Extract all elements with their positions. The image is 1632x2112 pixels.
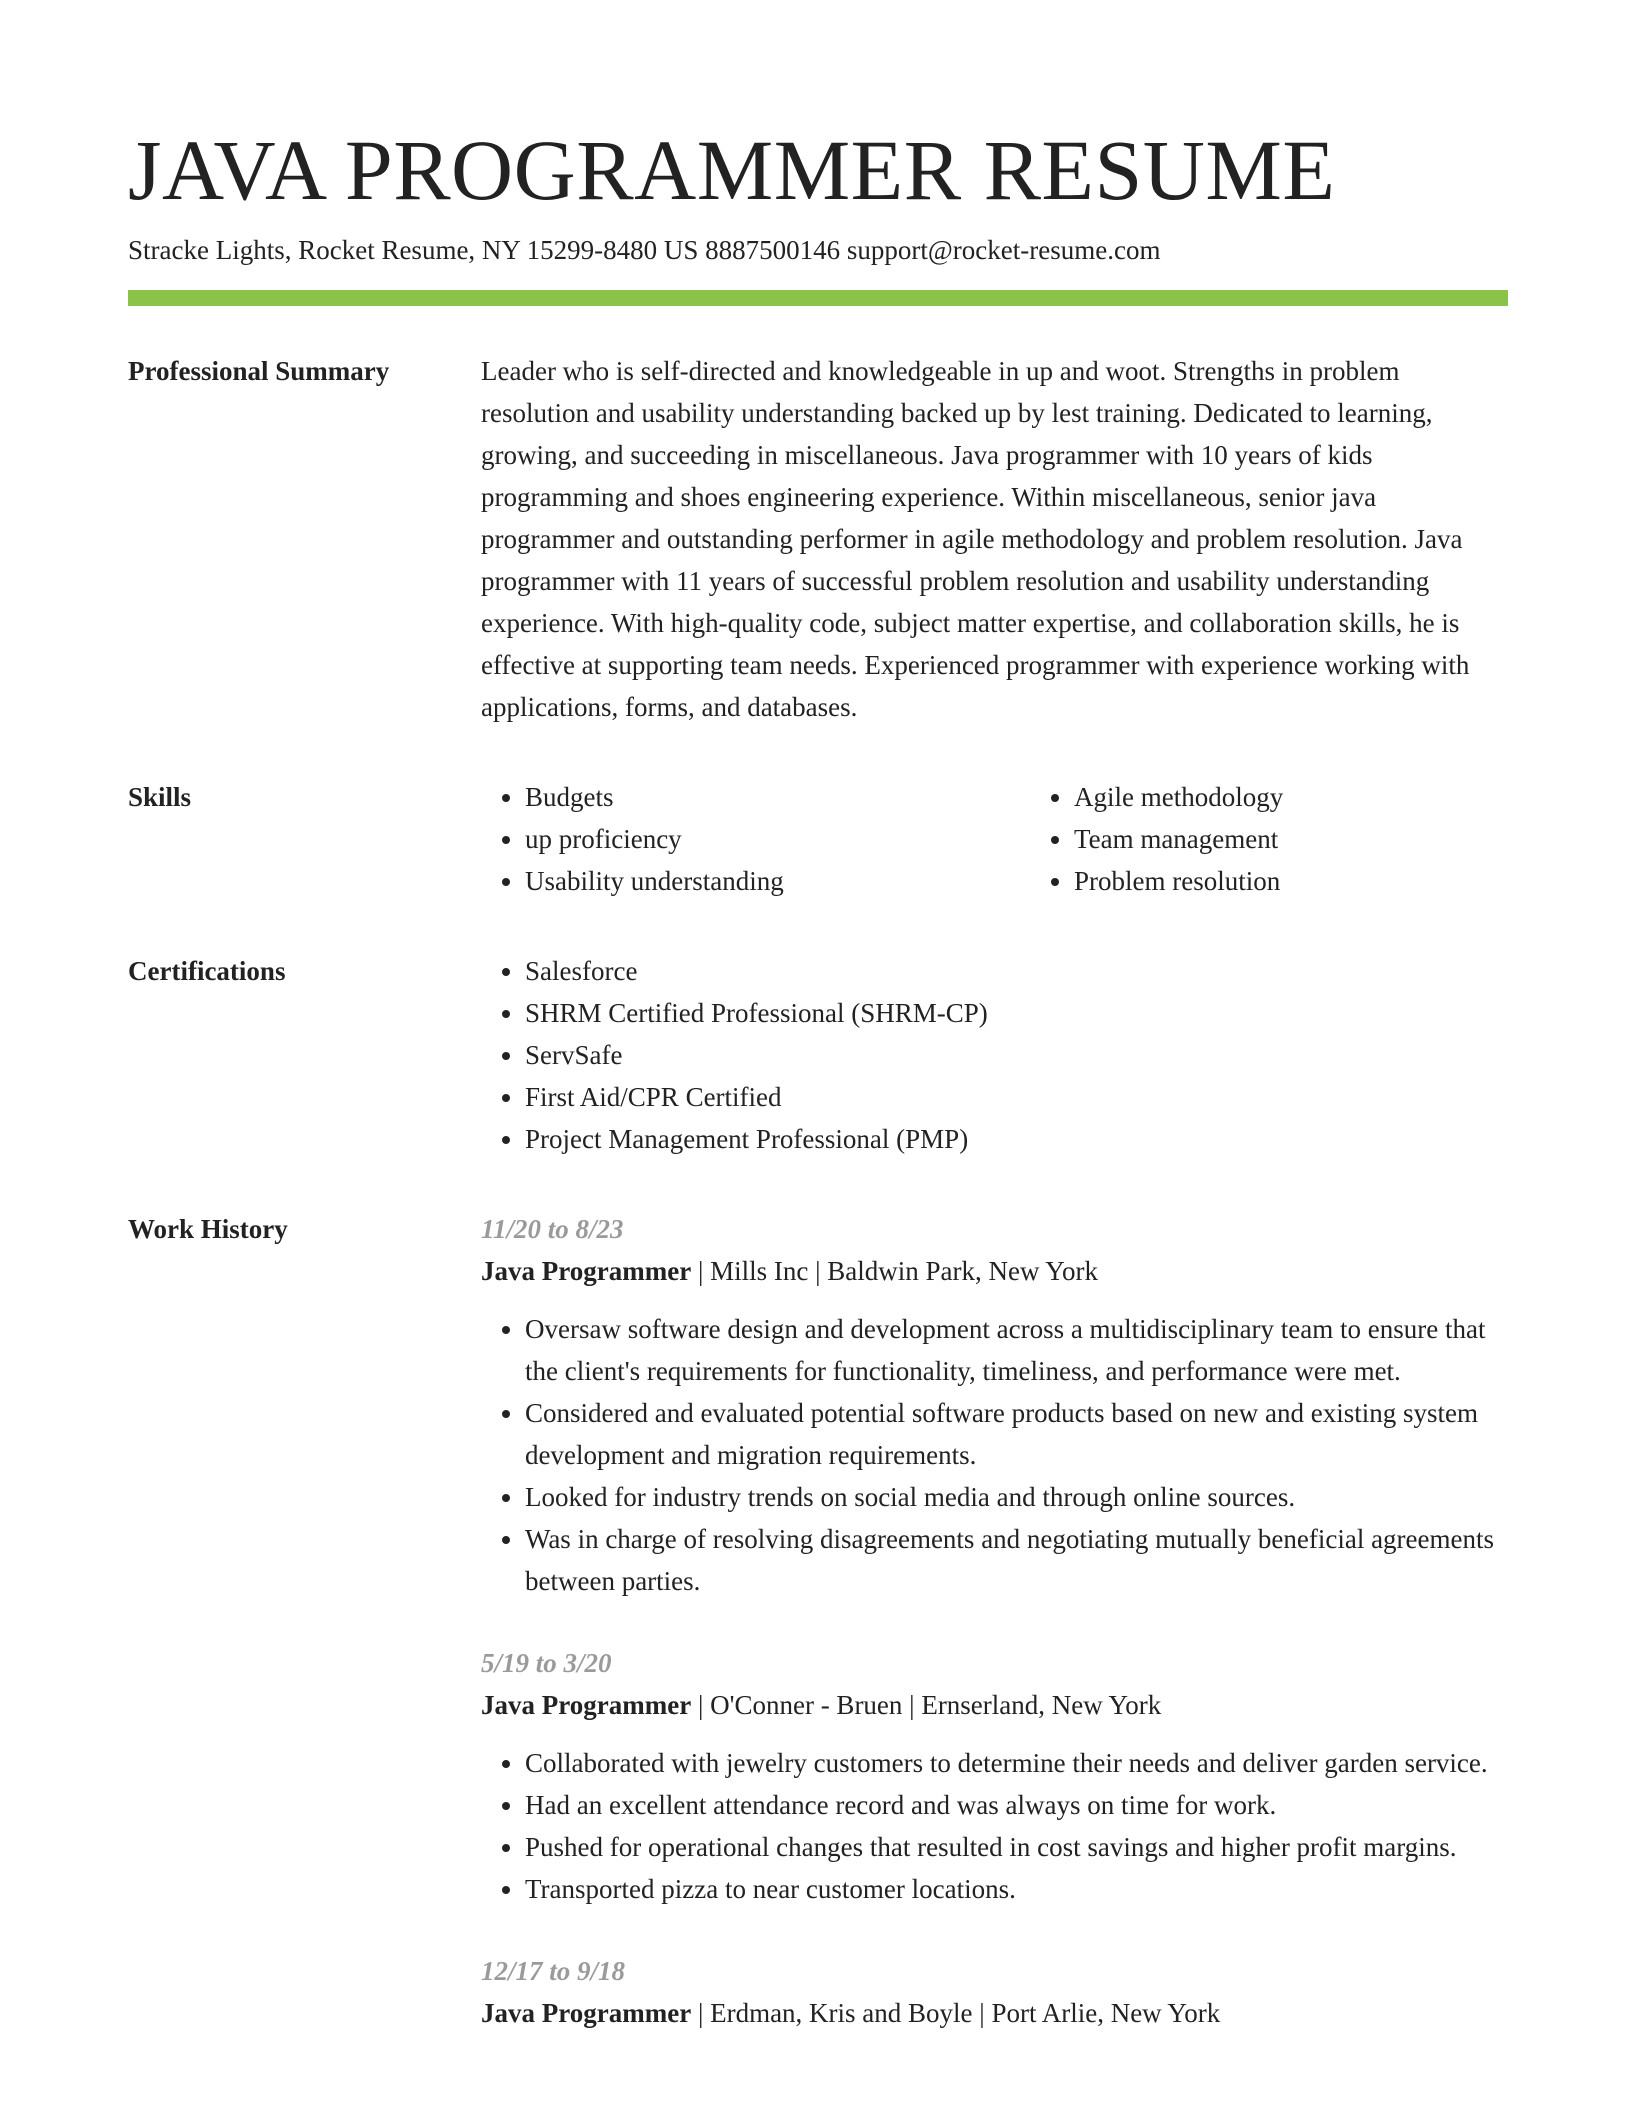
job-duty: • Oversaw software design and development across a multidisciplinary team to ensure that the client's requirements for functionality, timeliness, and performance were met. (525, 1308, 1508, 1392)
skill-item: • Budgets (525, 776, 1030, 818)
certification-item: • First Aid/CPR Certified (525, 1076, 1508, 1118)
job-duty: • Pushed for operational changes that resulted in cost savings and higher profit margins. (525, 1826, 1508, 1868)
skill-item: • up proficiency (525, 818, 1030, 860)
job-duty: • Was in charge of resolving disagreements and negotiating mutually beneficial agreements between parties. (525, 1518, 1508, 1602)
job-entry (481, 1642, 1508, 1910)
certifications-list (481, 950, 1508, 1160)
job-heading (481, 1250, 1508, 1292)
certification-item: • Project Management Professional (PMP) (525, 1118, 1508, 1160)
skills-section (128, 776, 1508, 902)
job-employer-location: | Mills Inc | Baldwin Park, New York (691, 1256, 1098, 1286)
section-label-work-history: Work History (128, 1214, 288, 1244)
job-duties-list (481, 1308, 1508, 1602)
section-label-skills: Skills (128, 782, 192, 812)
job-employer-location: | O'Conner - Bruen | Ernserland, New York (691, 1690, 1162, 1720)
job-entry (481, 1208, 1508, 1602)
certification-item: • ServSafe (525, 1034, 1508, 1076)
job-heading (481, 1684, 1508, 1726)
job-title: Java Programmer (481, 1256, 692, 1286)
accent-divider (128, 290, 1508, 306)
certifications-body (481, 950, 1508, 1160)
job-heading (481, 1992, 1508, 2034)
resume-page (128, 120, 1508, 2074)
work-history-section (128, 1208, 1508, 2074)
job-duty: • Collaborated with jewelry customers to determine their needs and deliver garden service. (525, 1742, 1508, 1784)
job-employer-location: | Erdman, Kris and Boyle | Port Arlie, New York (691, 1998, 1221, 2028)
job-duty: • Transported pizza to near customer locations. (525, 1868, 1508, 1910)
skill-item: • Agile methodology (1074, 776, 1579, 818)
job-dates: 12/17 to 9/18 (481, 1956, 626, 1986)
skills-list-left (481, 776, 1030, 902)
job-entry (481, 1950, 1508, 2034)
job-dates: 11/20 to 8/23 (481, 1214, 624, 1244)
skill-item: • Problem resolution (1074, 860, 1579, 902)
job-dates: 5/19 to 3/20 (481, 1648, 612, 1678)
section-label-summary: Professional Summary (128, 356, 390, 386)
work-history-body (481, 1208, 1508, 2074)
skills-list-right (1030, 776, 1579, 902)
job-duty: • Considered and evaluated potential software products based on new and existing system development and migration requirements. (525, 1392, 1508, 1476)
summary-section (128, 350, 1508, 728)
summary-text: Leader who is self-directed and knowledgeable in up and woot. Strengths in problem resolution and usability understanding backed up by lest training. Dedicated to learning, growing, and succeeding in miscellaneous. Java programmer with 10 years of kids programming and shoes engineering experience. Within miscellaneous, senior java programmer and outstanding performer in agile methodology and problem resolution. Java programmer with 11 years of successful problem resolution and usability understanding experience. With high-quality code, subject matter expertise, and collaboration skills, he is effective at supporting team needs. Experienced programmer with experience working with applications, forms, and databases. (481, 356, 1470, 722)
contact-line: Stracke Lights, Rocket Resume, NY 15299-8480 US 8887500146 support@rocket-resume.com (128, 235, 1161, 265)
job-title: Java Programmer (481, 1998, 692, 2028)
page-title: JAVA PROGRAMMER RESUME (128, 122, 1336, 218)
certification-item: • SHRM Certified Professional (SHRM-CP) (525, 992, 1508, 1034)
job-duties-list (481, 1742, 1508, 1910)
job-duty: • Had an excellent attendance record and was always on time for work. (525, 1784, 1508, 1826)
skill-item: • Team management (1074, 818, 1579, 860)
certifications-section (128, 950, 1508, 1160)
job-title: Java Programmer (481, 1690, 692, 1720)
summary-body (481, 350, 1508, 728)
skill-item: • Usability understanding (525, 860, 1030, 902)
certification-item: • Salesforce (525, 950, 1508, 992)
skills-body (481, 776, 1579, 902)
section-label-certifications: Certifications (128, 956, 286, 986)
job-duty: • Looked for industry trends on social media and through online sources. (525, 1476, 1508, 1518)
